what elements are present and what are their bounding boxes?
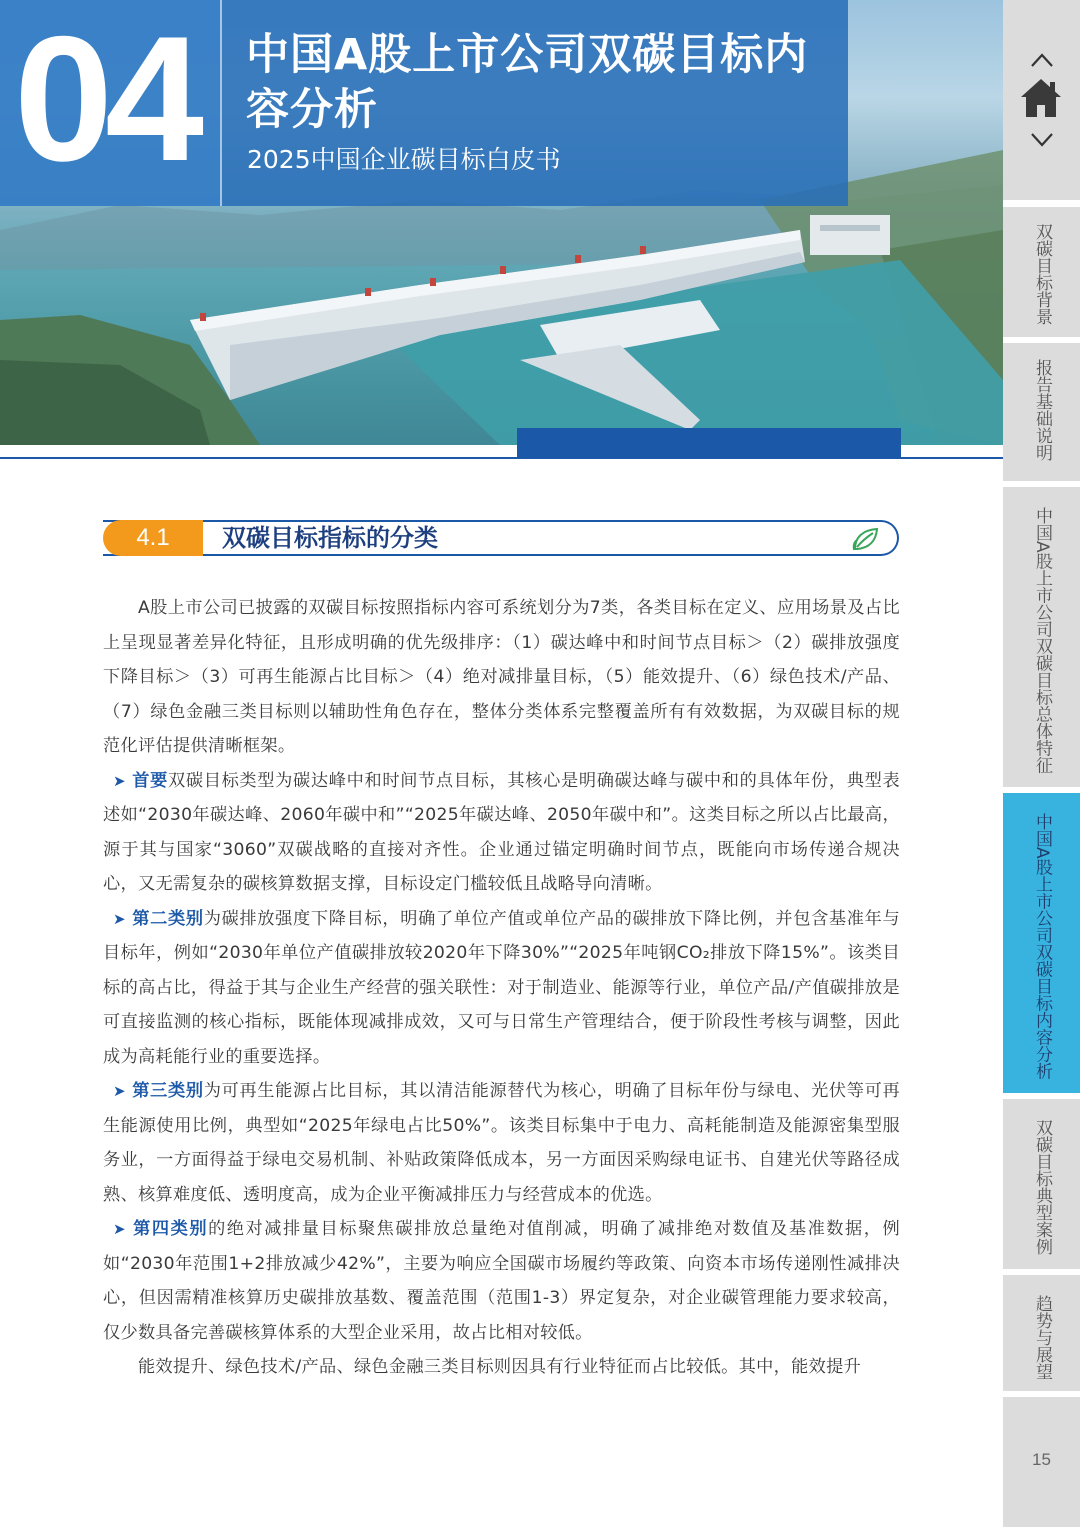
bullet-second-category	[103, 902, 900, 1075]
arrow-bullet-icon: ➤	[113, 909, 126, 928]
tab-background[interactable]	[1003, 207, 1080, 337]
tab-label: 中国A股上市公司双碳目标总体特征	[1032, 507, 1052, 774]
tab-overall-features[interactable]	[1003, 487, 1080, 787]
hero-accent-strip	[517, 428, 901, 458]
bullet-lead: 第三类别	[131, 1081, 204, 1101]
chapter-title: 中国A股上市公司双碳目标内容分析	[246, 30, 809, 135]
hero-divider	[0, 457, 1003, 459]
chapter-number: 04	[14, 0, 196, 198]
bullet-text: 的绝对减排量目标聚焦碳排放总量绝对值削减，明确了减排绝对数值及基准数据，例如“2030年范围1+2排放减少42%”，主要为响应全国碳市场履约等政策、向资本市场传递刚性减排决心，但因需精准核算历史碳排放基数、覆盖范围（范围1-3）界定复杂，对企业碳管理能力要求较高，仅少数具备完善碳核算体系的大型企业采用，故占比相对较低。	[103, 1219, 900, 1343]
tab-label: 双碳目标典型案例	[1032, 1119, 1052, 1255]
tab-trends-outlook[interactable]	[1003, 1275, 1080, 1391]
tab-content-analysis[interactable]	[1003, 793, 1080, 1093]
section-number: 4.1	[103, 520, 203, 556]
body-text	[103, 591, 900, 1385]
tab-label: 中国A股上市公司双碳目标内容分析	[1032, 813, 1052, 1080]
arrow-bullet-icon: ➤	[113, 771, 126, 790]
tab-label: 报告基础说明	[1032, 359, 1052, 461]
paragraph-other-categories: 能效提升、绿色技术/产品、绿色金融三类目标则因具有行业特征而占比较低。其中，能效提升	[138, 1357, 862, 1377]
tab-typical-cases[interactable]	[1003, 1099, 1080, 1269]
bullet-fourth-category	[103, 1212, 900, 1350]
bullet-text: 为可再生能源占比目标，其以清洁能源替代为核心，明确了目标年份与绿电、光伏等可再生能源使用比例，典型如“2025年绿电占比50%”。该类目标集中于电力、高耗能制造及能源密集型服务业，一方面得益于绿电交易机制、补贴政策降低成本，另一方面因采购绿电证书、自建光伏等路径成熟、核算难度低、透明度高，成为企业平衡减排压力与经营成本的优选。	[103, 1081, 901, 1205]
bullet-lead: 首要	[131, 770, 168, 791]
tab-report-basis[interactable]	[1003, 343, 1080, 481]
leaf-icon	[851, 525, 881, 553]
bullet-text: 为碳排放强度下降目标，明确了单位产值或单位产品的碳排放下降比例，并包含基准年与目标年，例如“2030年单位产值碳排放较2020年下降30%”“2025年吨钢CO₂排放下降15%”。该类目标的高占比，得益于其与企业生产经营的强关联性：对于制造业、能源等行业，单位产品/产值碳排放是可直接监测的核心指标，既能体现减排成效，又可与日常生产管理结合，便于阶段性考核与调整，因此成为高耗能行业的重要选择。	[103, 908, 901, 1067]
paragraph-intro: A股上市公司已披露的双碳目标按照指标内容可系统划分为7类，各类目标在定义、应用场景及占比上呈现显著差异化特征，且形成明确的优先级排序：（1）碳达峰中和时间节点目标＞（2）碳排放强度下降目标＞（3）可再生能源占比目标＞（4）绝对减排量目标，（5）能效提升、（6）绿色技术/产品、（7）绿色金融三类目标则以辅助性角色存在，整体分类体系完整覆盖所有有效数据，为双碳目标的规范化评估提供清晰框架。	[103, 598, 900, 756]
arrow-bullet-icon: ➤	[113, 1220, 126, 1238]
bullet-lead: 第二类别	[131, 908, 204, 929]
bullet-first-category	[103, 764, 900, 902]
chevron-up-icon[interactable]	[1030, 52, 1054, 68]
hero-banner	[0, 0, 1003, 445]
tab-label: 双碳目标背景	[1032, 223, 1052, 325]
section-title: 双碳目标指标的分类	[222, 524, 438, 552]
arrow-bullet-icon: ➤	[113, 1082, 126, 1100]
bullet-third-category	[103, 1074, 900, 1212]
page-number: 15	[1032, 1450, 1051, 1469]
chapter-number-box	[0, 0, 222, 206]
bullet-lead: 第四类别	[131, 1219, 209, 1239]
home-icon[interactable]	[1019, 76, 1063, 120]
chevron-down-icon[interactable]	[1030, 132, 1054, 148]
report-subtitle: 2025中国企业碳目标白皮书	[247, 145, 561, 174]
tab-label: 趋势与展望	[1032, 1295, 1052, 1380]
bullet-text: 双碳目标类型为碳达峰中和时间节点目标，其核心是明确碳达峰与碳中和的具体年份，典型表述如“2030年碳达峰、2060年碳中和”“2025年碳达峰、2050年碳中和”。这类目标之所以占比最高，源于其与国家“3060”双碳战略的直接对齐性。企业通过锚定明确时间节点，既能向市场传递合规决心，又无需复杂的碳核算数据支撑，目标设定门槛较低且战略导向清晰。	[103, 770, 900, 894]
